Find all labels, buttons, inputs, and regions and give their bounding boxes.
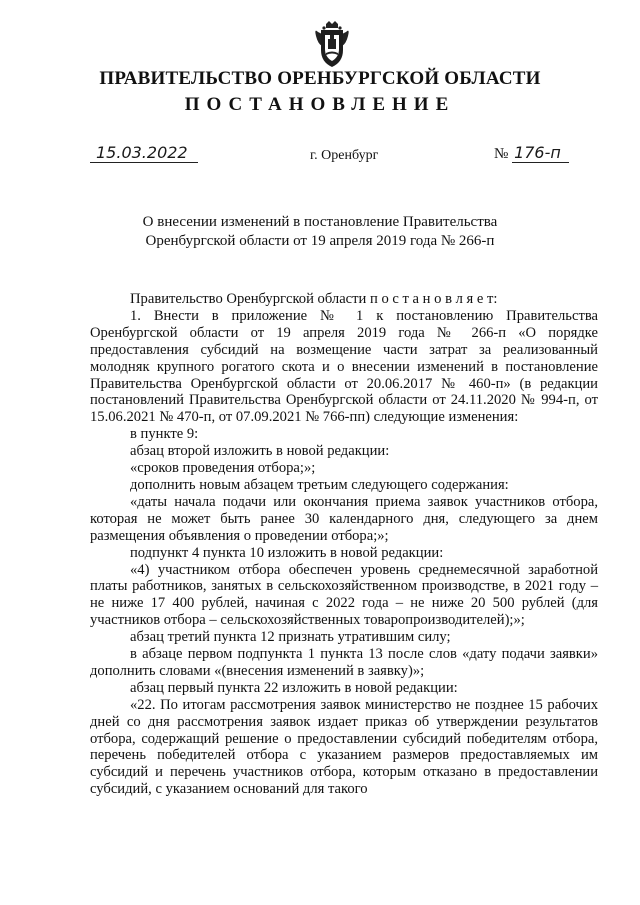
document-number-value: 176-п [512, 143, 569, 163]
body-paragraph: дополнить новым абзацем третьим следующего содержания: [130, 476, 509, 493]
body-paragraph: в пункте 9: [130, 426, 199, 443]
body-paragraph: «даты начала подачи или окончания приема заявок участников отбора, которая не может быть ранее 30 календарного дня, следующего за днем размещения объявления о проведении отбора;»; [90, 493, 598, 544]
body-paragraph: «22. По итогам рассмотрения заявок министерство не позднее 15 рабочих дней со дня рассмотрения заявок издает приказ об утверждении результатов отбора, содержащий решение о предоставлении субсидий победителям отбора, перечень победителей отбора с указанием размеров предоставляемых им субсидий и перечень участников отбора, которым отказано в предоставлении субсидий, с указанием оснований для такого [90, 696, 598, 798]
body-paragraph: подпункт 4 пункта 10 изложить в новой редакции: [130, 544, 444, 561]
oblast-coat-of-arms-icon [312, 20, 352, 70]
body-paragraph: абзац третий пункта 12 признать утратившим силу; [130, 629, 451, 646]
body-paragraph: 1. Внести в приложение № 1 к постановлению Правительства Оренбургской области от 19 апреля 2019 года № 266-п «О порядке предоставления субсидий на возмещение части затрат за реализованный молодняк крупного рогатого скота и о внесении изменений в постановление Правительства Оренбургской области от 20.06.2017 № 460-п» (в редакции постановлений Правительства Оренбургской области от 24.11.2020 № 994-п, от 15.06.2021 № 470-п, от 07.09.2021 № 766-пп) следующие изменения: [90, 307, 598, 426]
document-subject [0, 213, 640, 251]
document-date: 15.03.2022 [90, 144, 198, 163]
body-paragraph: в абзаце первом подпункта 1 пункта 13 после слов «дату подачи заявки» дополнить словами «(внесения изменений в заявку)»; [90, 646, 598, 679]
preamble: Правительство Оренбургской области п о с т а н о в л я е т: [130, 291, 498, 307]
government-title: ПРАВИТЕЛЬСТВО ОРЕНБУРГСКОЙ ОБЛАСТИ [99, 68, 541, 89]
body-paragraph: абзац второй изложить в новой редакции: [130, 443, 390, 460]
document-number [494, 144, 569, 163]
number-sign: № [494, 146, 509, 162]
subject-line: Оренбургской области от 19 апреля 2019 года № 266-п [145, 233, 495, 249]
document-body [90, 291, 598, 798]
body-paragraph: абзац первый пункта 22 изложить в новой редакции: [130, 679, 458, 696]
subject-line: О внесении изменений в постановление Правительства [142, 214, 498, 230]
body-paragraph: «сроков проведения отбора;»; [130, 460, 316, 477]
body-paragraph: «4) участником отбора обеспечен уровень среднемесячной заработной платы работников, занятых в сельскохозяйственном производстве, в 2021 году – не ниже 17 400 рублей, начиная с 2022 года – не ниже 20 500 рублей (для участников отбора – сельскохозяйственных товаропроизводителей);»; [90, 561, 598, 629]
document-city: г. Оренбург [310, 148, 379, 163]
document-type-heading: ПОСТАНОВЛЕНИЕ [184, 94, 456, 115]
